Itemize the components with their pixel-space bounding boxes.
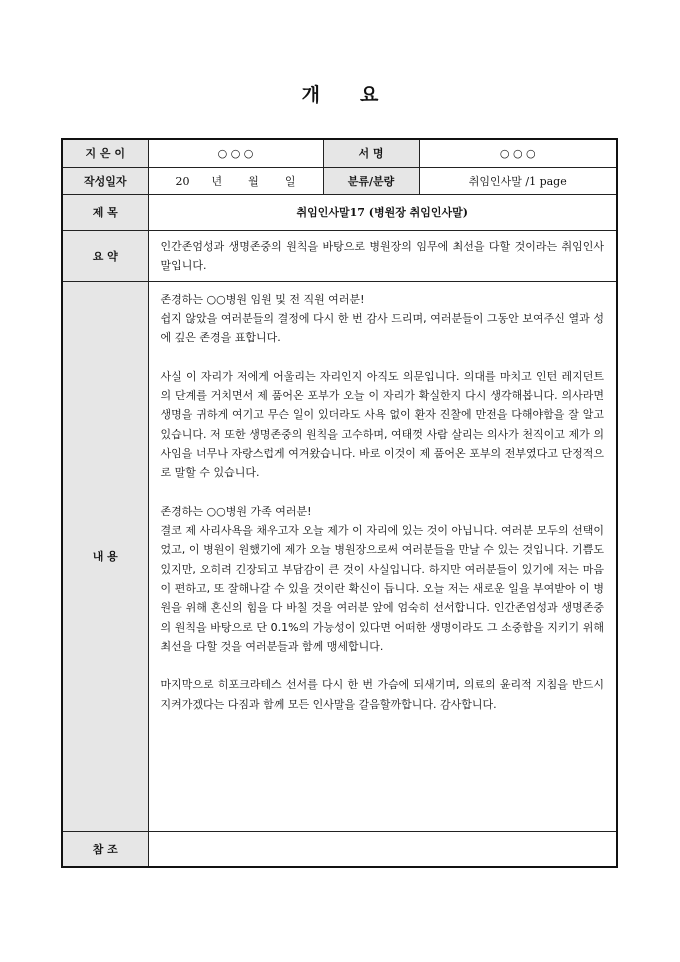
page-title-part: 요 <box>360 84 379 106</box>
subject-row <box>62 194 617 230</box>
page-title-part: 개 <box>301 84 320 106</box>
author-label: 지 은 이 <box>62 139 148 167</box>
date-month-unit: 월 <box>248 174 259 188</box>
date-label: 작성일자 <box>62 167 148 194</box>
signature-label: 서 명 <box>323 139 419 167</box>
page-title <box>0 80 680 107</box>
content-label: 내 용 <box>62 281 148 831</box>
summary-value: 인간존엄성과 생명존중의 원칙을 바탕으로 병원장의 임무에 최선을 다할 것이라는 취임인사말입니다. <box>148 230 617 281</box>
content-paragraph: 쉽지 않았을 여러분들의 결정에 다시 한 번 감사 드리며, 여러분들이 그동안 보여주신 열과 성에 깊은 존경을 표합니다. <box>160 311 604 345</box>
date-year: 20 <box>175 174 190 188</box>
blank-line <box>161 482 605 501</box>
summary-label: 요 약 <box>62 230 148 281</box>
document-table <box>61 138 618 868</box>
category-label: 분류/분량 <box>323 167 419 194</box>
content-paragraph: 결코 제 사리사욕을 채우고자 오늘 제가 이 자리에 있는 것이 아닙니다. 여러분 모두의 선택이었고, 이 병원이 원했기에 제가 오늘 병원장으로써 여러분들을 만날 수 있는 것입니다. 기쁨도 있지만, 오히려 긴장되고 부담감이 큰 것이 사실입니다. 하지만 여러분들이 있기에 저는 마음이 편하고, 또 잘해나갈 수 있을 것이란 확신이 듭니다. 오늘 저는 새로운 일을 부여받아 이 병원을 위해 혼신의 힘을 다 바칠 것을 여러분 앞에 엄숙히 선서합니다. 인간존엄성과 생명존중의 원칙을 바탕으로 단 0.1%의 가능성이 있다면 어떠한 생명이라도 그 소중함을 지키기 위해 최선을 다할 것을 여러분들과 함께 맹세합니다. <box>160 524 604 653</box>
content-row <box>62 281 617 831</box>
content-body <box>148 281 617 831</box>
content-paragraph: 마지막으로 히포크라테스 선서를 다시 한 번 가슴에 되새기며, 의료의 윤리적 지침을 반드시 지켜가겠다는 다짐과 함께 모든 인사말을 갈음할까합니다. 감사합니다. <box>160 678 604 711</box>
category-value: 취임인사말 /1 page <box>419 167 617 194</box>
reference-row <box>62 831 617 867</box>
content-paragraph: 존경하는 ○○병원 가족 여러분! <box>160 504 312 518</box>
reference-label: 참 조 <box>62 831 148 867</box>
author-value: ○ ○ ○ <box>148 139 323 167</box>
content-paragraph: 사실 이 자리가 저에게 어울리는 자리인지 아직도 의문입니다. 의대를 마치고 인턴 레지던트의 단계를 거치면서 제 품어온 포부가 오늘 이 자리가 확실한지 다시 생각해봅니다. 의사라면 생명을 귀하게 여기고 무슨 일이 있더라도 사욕 없이 환자 진찰에 만전을 다해야함을 잘 알고 있습니다. 저 또한 생명존중의 원칙을 고수하며, 여태껏 사람 살리는 의사가 천직이고 제가 의사임을 너무나 자랑스럽게 여겨왔습니다. 바로 이것이 제 품어온 포부의 전부였다고 단정적으로 말할 수 있습니다. <box>160 369 604 480</box>
summary-row <box>62 230 617 281</box>
subject-value: 취임인사말17 (병원장 취임인사말) <box>148 194 617 230</box>
author-row <box>62 139 617 167</box>
reference-value <box>148 831 617 867</box>
signature-value: ○ ○ ○ <box>419 139 617 167</box>
blank-line <box>161 656 605 675</box>
subject-label: 제 목 <box>62 194 148 230</box>
date-day-unit: 일 <box>284 174 296 188</box>
date-row <box>62 167 617 194</box>
date-value <box>148 167 323 194</box>
blank-line <box>161 347 605 366</box>
content-paragraph: 존경하는 ○○병원 임원 및 전 직원 여러분! <box>160 292 365 306</box>
date-year-unit: 년 <box>211 174 223 188</box>
